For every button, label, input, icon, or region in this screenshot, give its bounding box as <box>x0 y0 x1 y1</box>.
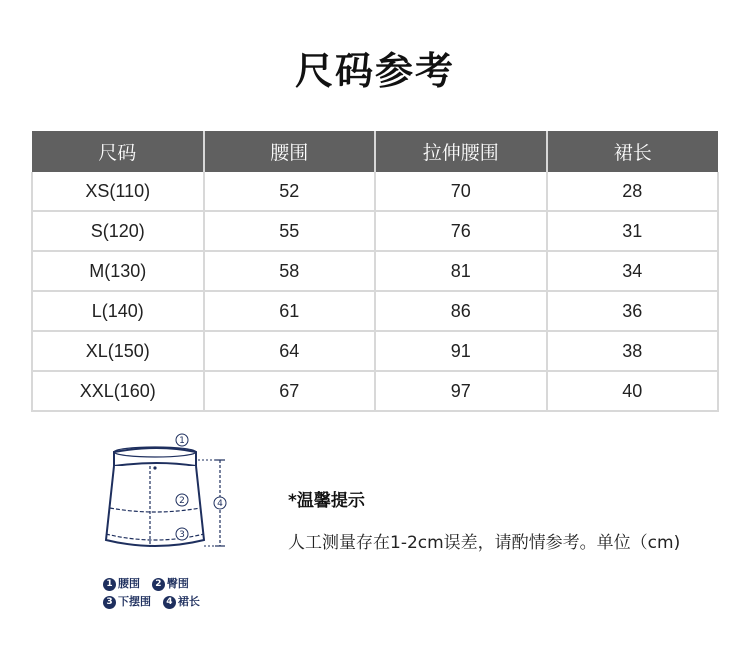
table-cell: 55 <box>204 211 376 251</box>
table-row <box>32 331 718 371</box>
page-title: 尺码参考 <box>294 49 455 93</box>
table-cell: 61 <box>204 291 376 331</box>
table-cell: 70 <box>375 172 547 211</box>
marker-3: 3 <box>179 530 185 540</box>
legend-number: 2 <box>152 578 165 591</box>
table-cell: 40 <box>547 371 719 411</box>
skirt-measurement-diagram <box>98 430 238 560</box>
legend-label: 臀围 <box>166 577 189 590</box>
table-cell: 64 <box>204 331 376 371</box>
marker-4: 4 <box>217 499 223 509</box>
legend-item <box>152 575 189 593</box>
table-cell: 58 <box>204 251 376 291</box>
size-table <box>31 131 719 412</box>
legend-number: 1 <box>103 578 116 591</box>
legend-item <box>163 593 200 611</box>
legend-label: 下摆围 <box>118 595 151 608</box>
table-cell: 28 <box>547 172 719 211</box>
table-cell: 97 <box>375 371 547 411</box>
skirt-icon <box>106 447 225 547</box>
legend-label: 裙长 <box>177 595 200 608</box>
table-cell: 34 <box>547 251 719 291</box>
table-cell: L(140) <box>32 291 204 331</box>
table-row <box>32 251 718 291</box>
table-cell: M(130) <box>32 251 204 291</box>
notice-title: *温馨提示 <box>288 491 365 511</box>
table-cell: 67 <box>204 371 376 411</box>
legend-label: 腰围 <box>118 577 140 590</box>
table-cell: 36 <box>547 291 719 331</box>
legend-item <box>103 593 151 611</box>
table-header-row <box>32 131 718 172</box>
table-cell: 76 <box>375 211 547 251</box>
column-header: 裙长 <box>547 131 719 172</box>
table-row <box>32 211 718 251</box>
table-cell: 31 <box>547 211 719 251</box>
column-header: 尺码 <box>32 131 204 172</box>
table-row <box>32 172 718 211</box>
diagram-legend <box>103 575 243 611</box>
table-cell: XL(150) <box>32 331 204 371</box>
table-cell: 91 <box>375 331 547 371</box>
table-cell: 81 <box>375 251 547 291</box>
table-cell: XS(110) <box>32 172 204 211</box>
legend-number: 3 <box>103 596 116 609</box>
legend-number: 4 <box>163 596 176 609</box>
table-cell: 38 <box>547 331 719 371</box>
column-header: 拉伸腰围 <box>375 131 547 172</box>
table-cell: 52 <box>204 172 376 211</box>
table-row <box>32 371 718 411</box>
legend-item <box>103 575 140 593</box>
column-header: 腰围 <box>204 131 376 172</box>
table-cell: 86 <box>375 291 547 331</box>
marker-2: 2 <box>179 496 185 506</box>
notice-text: 人工测量存在1-2cm误差，请酌情参考。单位（cm) <box>288 533 681 553</box>
table-cell: XXL(160) <box>32 371 204 411</box>
marker-1: 1 <box>179 436 185 446</box>
table-row <box>32 291 718 331</box>
table-cell: S(120) <box>32 211 204 251</box>
